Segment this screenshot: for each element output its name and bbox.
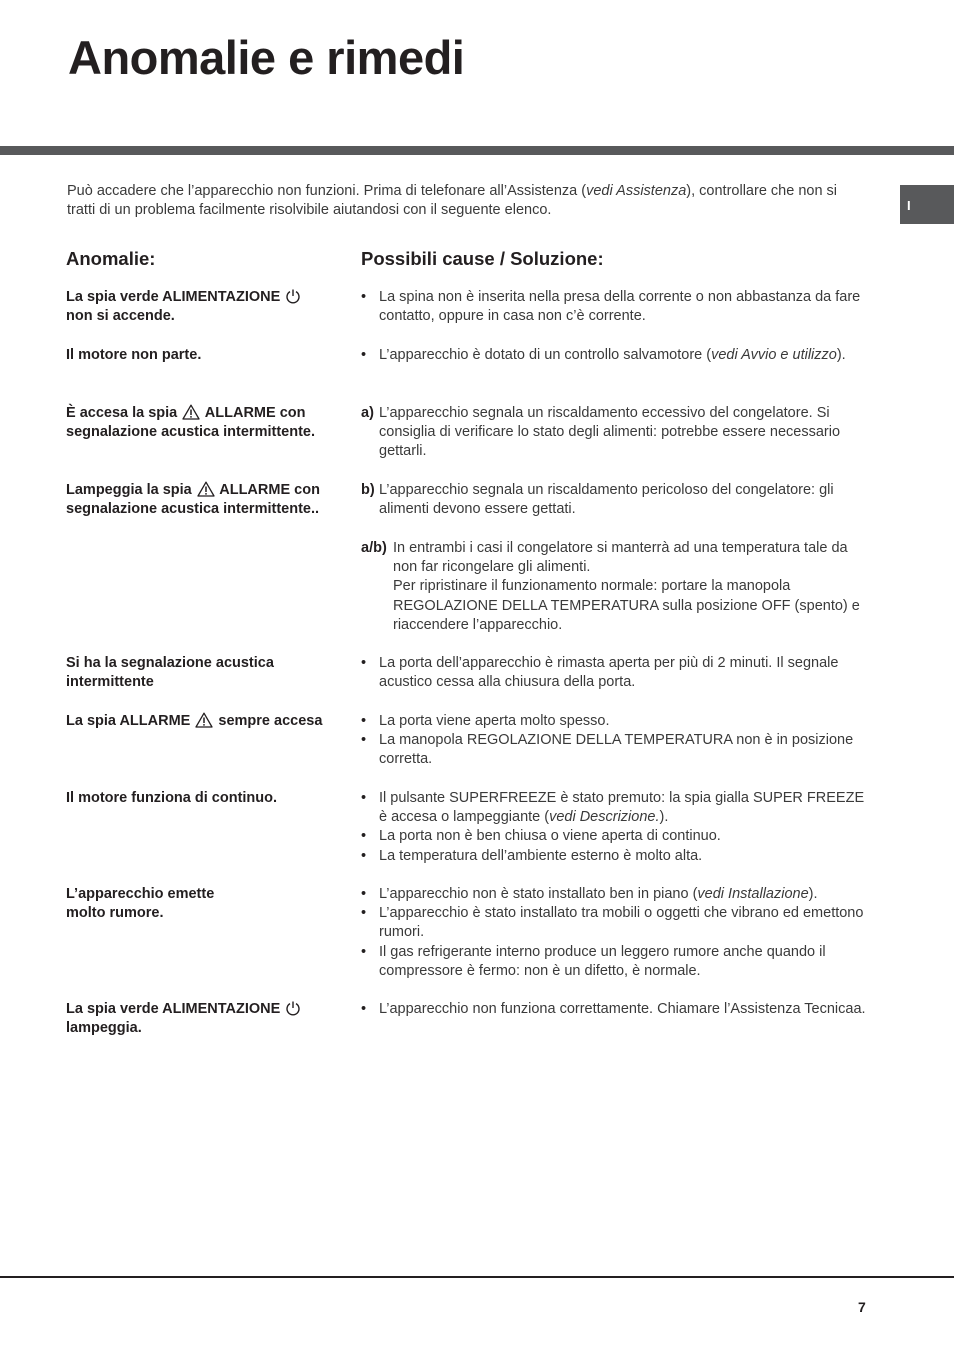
anomaly-cell: L’apparecchio emette molto rumore. [66, 886, 215, 922]
bullet-icon: • [361, 289, 367, 305]
bullet-icon: • [361, 828, 367, 845]
anomaly-cell: È accesa la spia ALLARME con segnalazione acustica intermittente. [66, 405, 315, 441]
list-item: b) L’apparecchio segnala un riscaldamento pericoloso del congelatore: gli alimenti devono essere gettati. [361, 482, 834, 518]
list-item: • La porta non è ben chiusa o viene aperta di continuo. [361, 827, 871, 846]
warning-triangle-icon [182, 404, 200, 420]
bullet-icon: • [361, 732, 367, 749]
anomalies-heading: Anomalie: [66, 248, 156, 269]
list-item: a) L’apparecchio segnala un riscaldamento eccessivo del congelatore. Si consiglia di verificare lo stato degli alimenti: potrebbe essere necessario gettarli. [361, 405, 841, 460]
bullet-icon: • [361, 943, 367, 960]
solution-cell [361, 481, 871, 519]
page-number: 7 [858, 1299, 866, 1315]
solution-cell [361, 1000, 871, 1019]
intro-paragraph: Può accadere che l’apparecchio non funzioni. Prima di telefonare all’Assistenza (vedi Assistenza), controllare che non si tratti di un problema facilmente risolvibile aiutandosi con il seguente elenco. [67, 183, 838, 218]
list-item: • La porta dell’apparecchio è rimasta aperta per più di 2 minuti. Il segnale acustico cessa alla chiusura della porta. [361, 655, 839, 691]
list-item: • La porta viene aperta molto spesso. [361, 712, 871, 731]
causes-heading: Possibili cause / Soluzione: [361, 248, 604, 269]
anomaly-cell: La spia verde ALIMENTAZIONE lampeggia. [66, 1000, 336, 1038]
list-item: • L’apparecchio è stato installato tra mobili o oggetti che vibrano ed emettono rumori. [361, 905, 864, 941]
list-item: • L’apparecchio non è stato installato ben in piano (vedi Installazione). [361, 885, 871, 904]
warning-triangle-icon [197, 481, 215, 497]
page-title: Anomalie e rimedi [68, 31, 465, 84]
power-icon [285, 1000, 301, 1016]
bullet-icon: • [361, 847, 367, 864]
solution-cell [361, 539, 871, 635]
anomaly-cell: Lampeggia la spia ALLARME con segnalazione acustica intermittente.. [66, 482, 320, 518]
bullet-icon: • [361, 1001, 367, 1017]
anomaly-cell: Il motore non parte. [66, 347, 202, 363]
footer-rule [0, 1276, 954, 1278]
warning-triangle-icon [195, 712, 213, 728]
solution-cell [361, 404, 871, 462]
anomaly-cell: Il motore funziona di continuo. [66, 790, 278, 806]
intro-reference: vedi Assistenza [586, 183, 687, 199]
list-item: • Il gas refrigerante interno produce un leggero rumore anche quando il compressore è fermo: non è un difetto, è normale. [361, 943, 826, 979]
language-tab-label: I [907, 198, 911, 213]
anomaly-cell: La spia verde ALIMENTAZIONE non si accende. [66, 288, 336, 326]
list-item: • L’apparecchio non funziona correttamente. Chiamare l’Assistenza Tecnicaa. [361, 1000, 871, 1019]
bullet-icon: • [361, 886, 367, 902]
solution-cell [361, 288, 871, 326]
solution-cell [361, 654, 871, 692]
power-icon [285, 288, 301, 304]
header-rule [0, 146, 954, 155]
anomaly-cell: La spia ALLARME sempre accesa [66, 713, 323, 729]
bullet-icon: • [361, 905, 367, 922]
list-item: • La temperatura dell’ambiente esterno è molto alta. [361, 847, 871, 866]
list-item: • Il pulsante SUPERFREEZE è stato premuto: la spia gialla SUPER FREEZE è accesa o lampeggiante (vedi Descrizione.). [361, 790, 865, 826]
solution-cell [361, 789, 871, 866]
list-item: • L’apparecchio è dotato di un controllo salvamotore (vedi Avvio e utilizzo). [361, 346, 871, 365]
bullet-icon: • [361, 790, 367, 806]
solution-cell [361, 885, 871, 981]
list-item: • La manopola REGOLAZIONE DELLA TEMPERATURA non è in posizione corretta. [361, 732, 854, 768]
anomaly-cell: Si ha la segnalazione acustica intermittente [66, 655, 274, 691]
bullet-icon: • [361, 713, 367, 729]
list-item: • La spina non è inserita nella presa della corrente o non abbastanza da fare contatto, oppure in casa non c’è corrente. [361, 289, 861, 325]
bullet-icon: • [361, 655, 367, 671]
bullet-icon: • [361, 347, 367, 363]
language-tab [900, 185, 954, 224]
solution-cell [361, 712, 871, 770]
solution-cell [361, 346, 871, 365]
list-item: a/b) In entrambi i casi il congelatore si manterrà ad una temperatura tale da non far ricongelare gli alimenti. Per ripristinare il funzionamento normale: portare la manopola REGOLAZIONE DELLA TEMPERATURA sulla posizione OFF (spento) e riaccendere l’apparecchio. [361, 540, 860, 633]
